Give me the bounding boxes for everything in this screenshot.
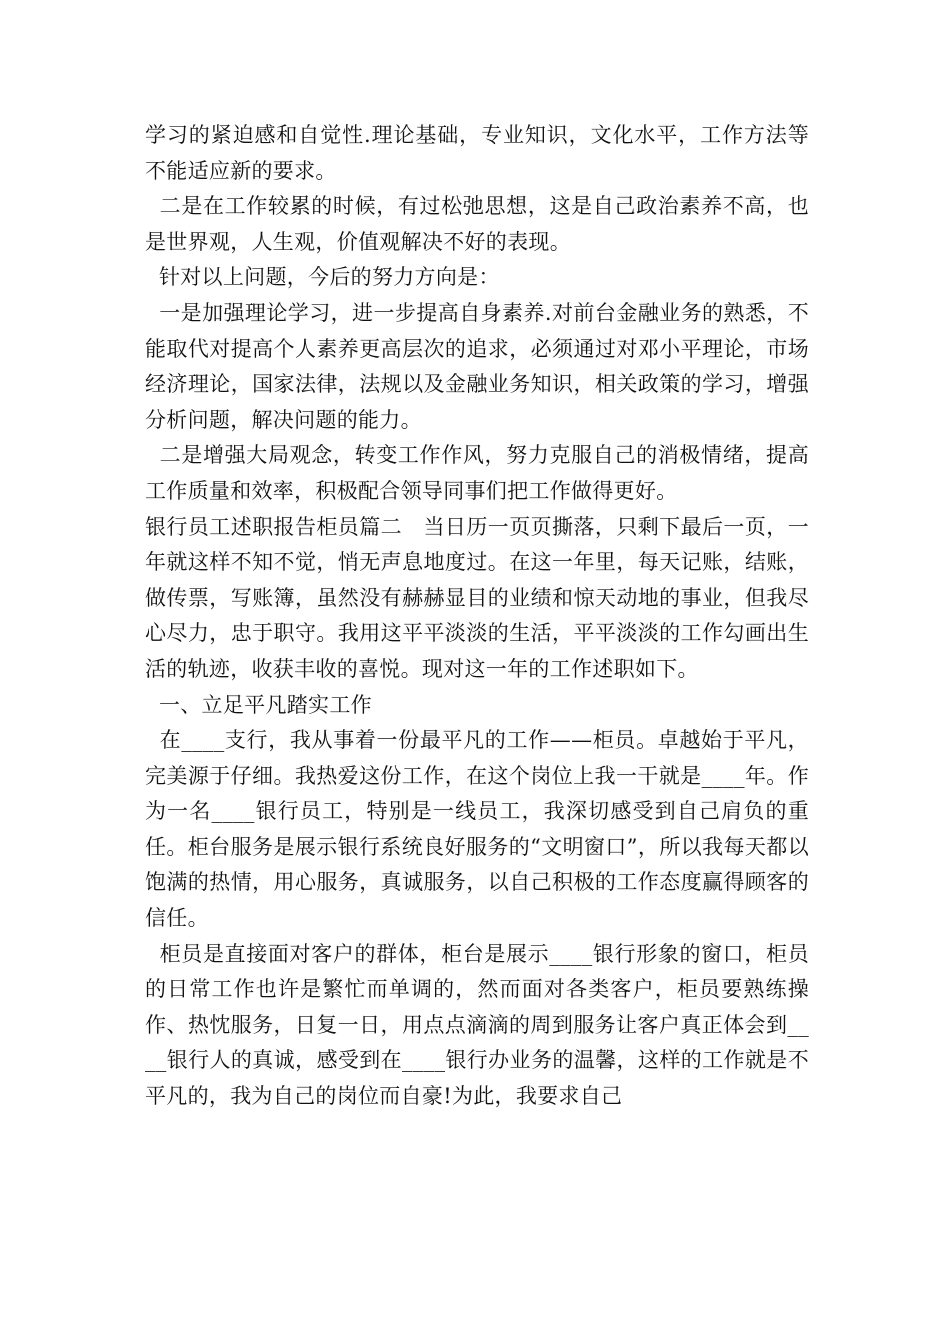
paragraph-5: 二是增强大局观念，转变工作作风，努力克服自己的消极情绪，提高工作质量和效率，积极配合领导同事们把工作做得更好。 bbox=[145, 443, 810, 503]
paragraph-2: 二是在工作较累的时候，有过松弛思想，这是自己政治素养不高，也是世界观，人生观，价值观解决不好的表现。 bbox=[145, 194, 810, 254]
paragraph-7: 在____支行，我从事着一份最平凡的工作——柜员。卓越始于平凡，完美源于仔细。我热爱这份工作，在这个岗位上我一干就是____年。作为一名____银行员工，特别是一线员工，我深切感受到自己肩负的重任。柜台服务是展示银行系统良好服务的“文明窗口”，所以我每天都以饱满的热情，用心服务，真诚服务，以自己积极的工作态度赢得顾客的信任。 bbox=[145, 728, 809, 931]
paragraph-4: 一是加强理论学习，进一步提高自身素养.对前台金融业务的熟悉，不能取代对提高个人素养更高层次的追求，必须通过对邓小平理论，市场经济理论，国家法律，法规以及金融业务知识，相关政策的学习，增强分析问题，解决问题的能力。 bbox=[145, 300, 809, 432]
paragraph-8: 柜员是直接面对客户的群体，柜台是展示____银行形象的窗口，柜员的日常工作也许是繁忙而单调的，然而面对各类客户，柜员要熟练操作、热忱服务，日复一日，用点点滴滴的周到服务让客户真正体会到____银行人的真诚，感受到在____银行办业务的温馨，这样的工作就是不平凡的，我为自己的岗位而自豪!为此，我要求自己 bbox=[145, 941, 809, 1109]
paragraph-1: 学习的紧迫感和自觉性.理论基础，专业知识，文化水平，工作方法等不能适应新的要求。 bbox=[145, 123, 809, 183]
paragraph-6: 银行员工述职报告柜员篇二 当日历一页页撕落，只剩下最后一页，一年就这样不知不觉，悄无声息地度过。在这一年里，每天记账，结账，做传票，写账簿，虽然没有赫赫显目的业绩和惊天动地的事业，但我尽心尽力，忠于职守。我用这平平淡淡的生活，平平淡淡的工作勾画出生活的轨迹，收获丰收的喜悦。现对这一年的工作述职如下。 bbox=[145, 514, 809, 681]
document-body bbox=[145, 118, 809, 1115]
section-heading-1: 一、立足平凡踏实工作 bbox=[145, 692, 372, 717]
paragraph-3: 针对以上问题，今后的努力方向是： bbox=[145, 265, 500, 290]
